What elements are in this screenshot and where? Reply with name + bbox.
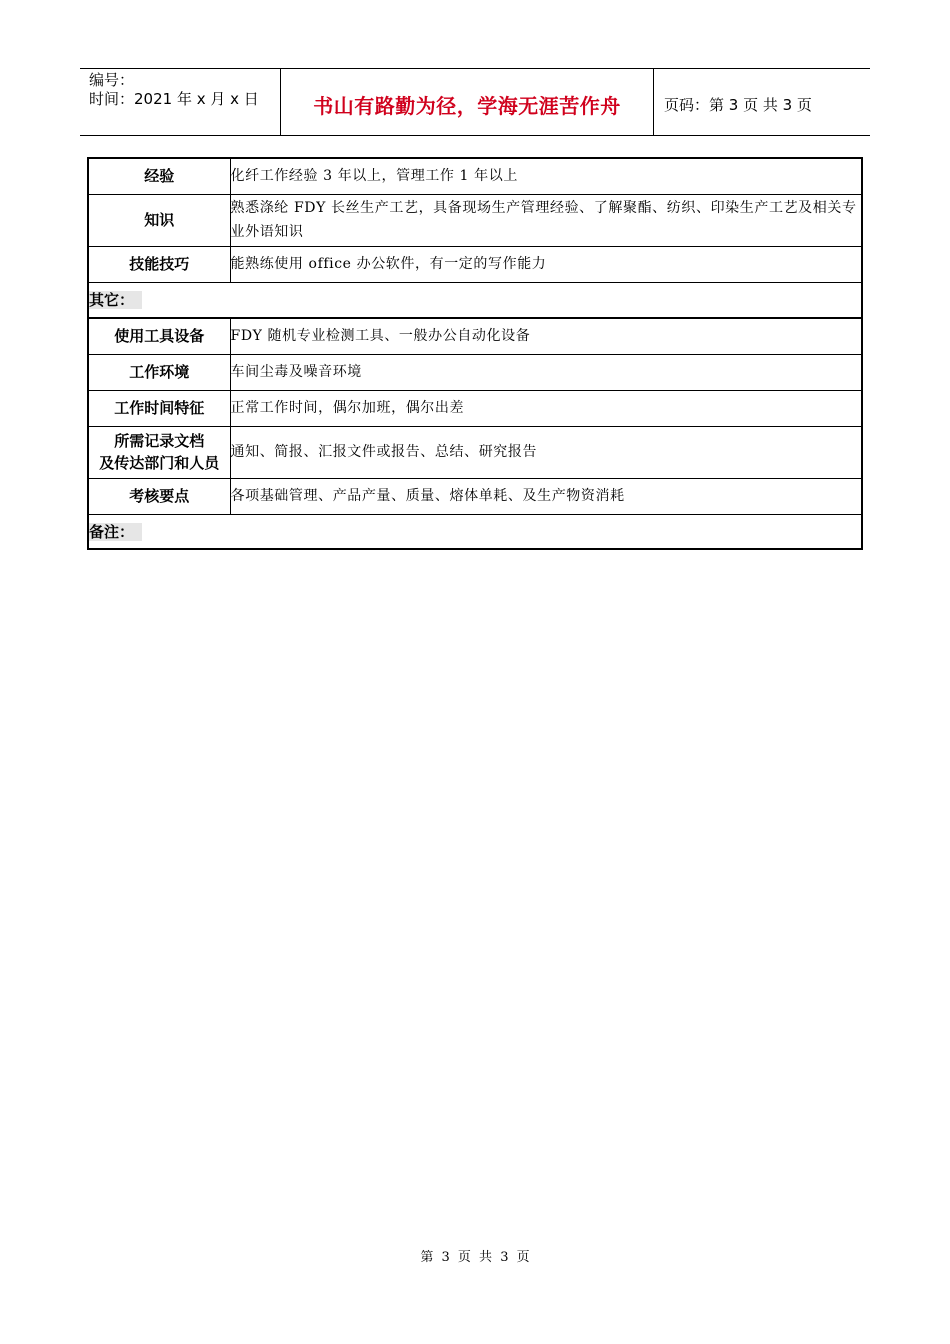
table-row xyxy=(88,158,862,194)
row-label-line1: 所需记录文档 xyxy=(114,432,205,450)
row-label: 工作时间特征 xyxy=(88,390,230,426)
row-label: 技能技巧 xyxy=(88,246,230,282)
table-row xyxy=(88,426,862,478)
job-requirements-table xyxy=(87,157,863,550)
row-value: 熟悉涤纶 FDY 长丝生产工艺，具备现场生产管理经验、了解聚酯、纺织、印染生产工艺及相关专业外语知识 xyxy=(230,194,862,246)
row-label-line2: 及传达部门和人员 xyxy=(99,454,220,472)
header-info xyxy=(80,69,281,135)
doc-number-label: 编号： xyxy=(89,71,135,89)
row-value: 化纤工作经验 3 年以上，管理工作 1 年以上 xyxy=(230,158,862,194)
row-label: 知识 xyxy=(88,194,230,246)
table-row xyxy=(88,246,862,282)
row-value: 各项基础管理、产品产量、质量、熔体单耗、及生产物资消耗 xyxy=(230,478,862,514)
table-row xyxy=(88,390,862,426)
page-footer: 第 3 页 共 3 页 xyxy=(420,1250,530,1265)
table-row xyxy=(88,478,862,514)
table-row xyxy=(88,318,862,354)
row-label: 考核要点 xyxy=(88,478,230,514)
section-row-other xyxy=(88,282,862,318)
row-label: 工作环境 xyxy=(88,354,230,390)
section-row-notes xyxy=(88,514,862,549)
row-value: 通知、简报、汇报文件或报告、总结、研究报告 xyxy=(230,426,862,478)
row-label xyxy=(88,426,230,478)
row-label: 使用工具设备 xyxy=(88,318,230,354)
header-motto: 书山有路勤为径，学海无涯苦作舟 xyxy=(281,69,654,135)
header-page-info: 页码：第 3 页 共 3 页 xyxy=(664,95,812,114)
section-title-other: 其它： xyxy=(89,291,142,309)
date-label: 时间：2021 年 x 月 x 日 xyxy=(89,90,259,108)
row-value: FDY 随机专业检测工具、一般办公自动化设备 xyxy=(230,318,862,354)
section-title-notes: 备注： xyxy=(89,523,142,541)
row-value: 能熟练使用 office 办公软件，有一定的写作能力 xyxy=(230,246,862,282)
table-row xyxy=(88,194,862,246)
row-value: 车间尘毒及噪音环境 xyxy=(230,354,862,390)
row-value: 正常工作时间，偶尔加班，偶尔出差 xyxy=(230,390,862,426)
table-row xyxy=(88,354,862,390)
row-label: 经验 xyxy=(88,158,230,194)
page-header xyxy=(80,68,870,136)
